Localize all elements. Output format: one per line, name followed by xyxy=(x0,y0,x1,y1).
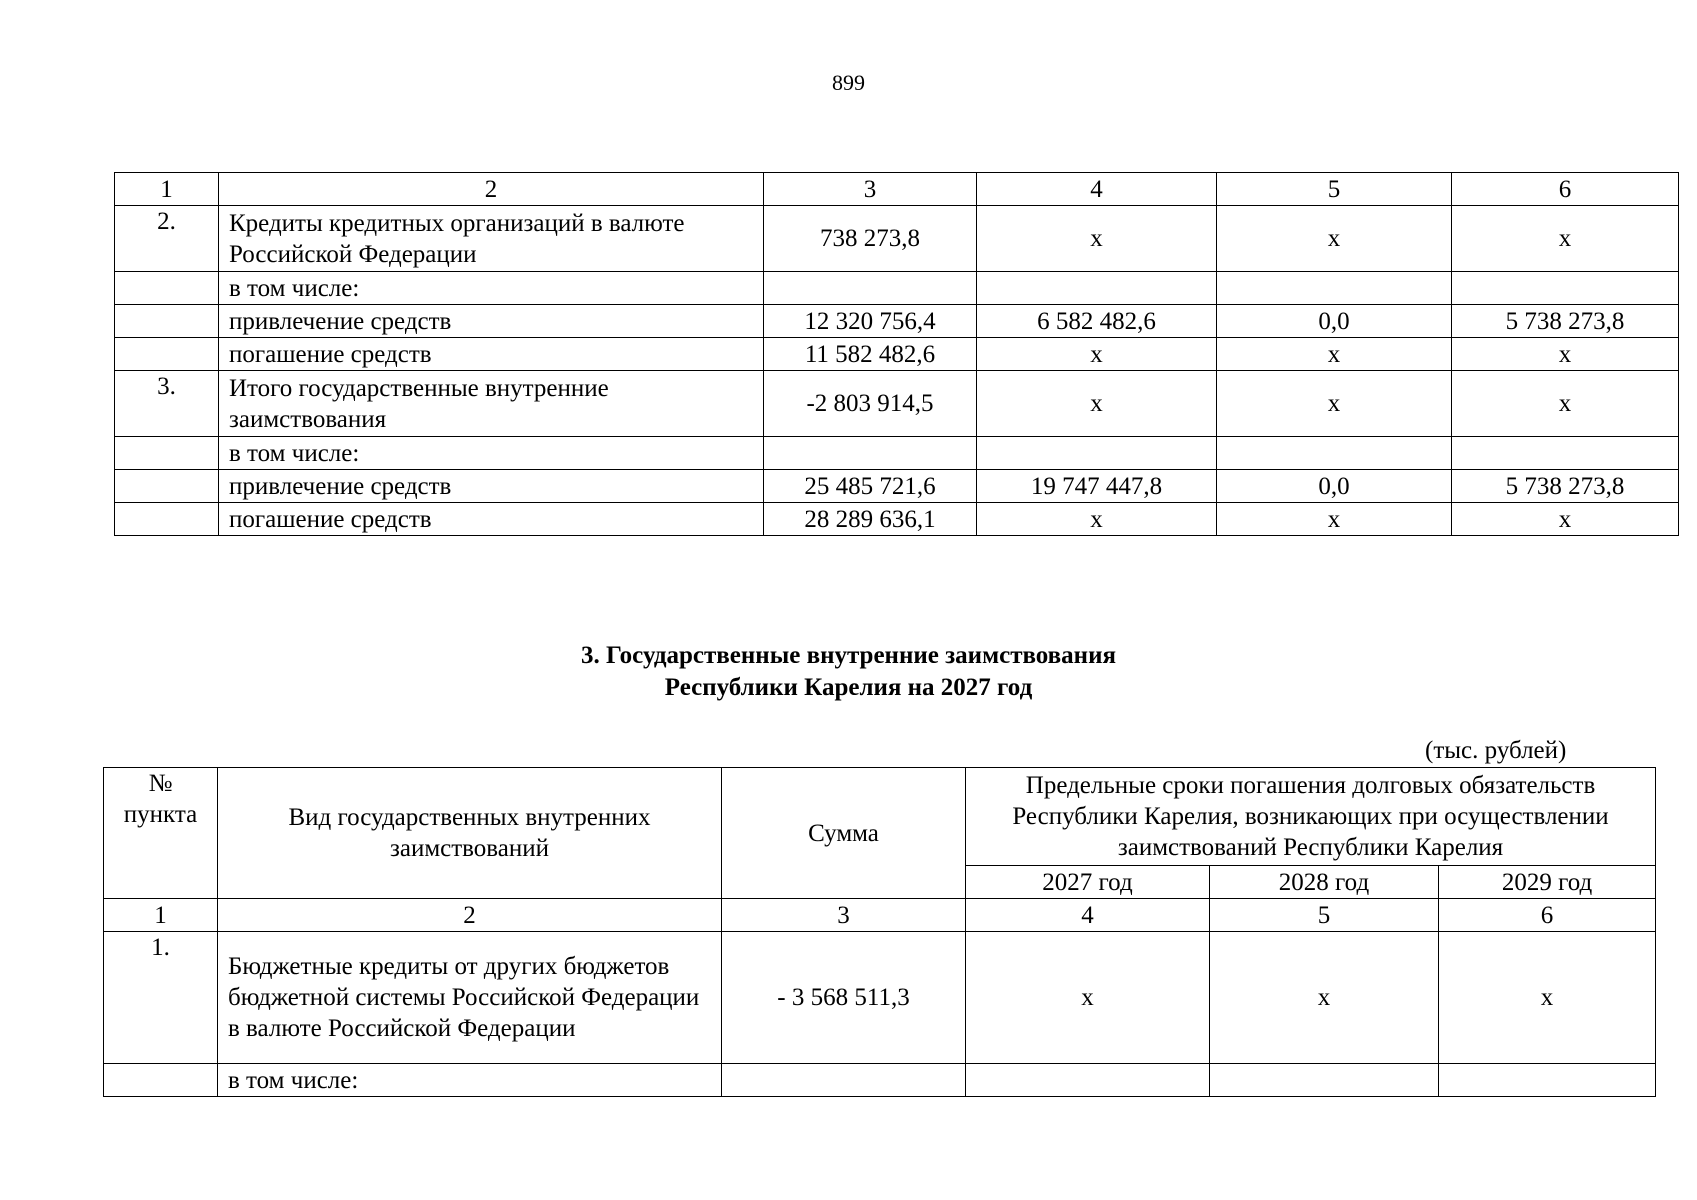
term-cell: х xyxy=(1217,371,1452,437)
column-number: 6 xyxy=(1452,173,1679,206)
continued-borrowing-table xyxy=(114,172,1679,536)
term-cell: 19 747 447,8 xyxy=(977,470,1217,503)
row-name: Кредиты кредитных организаций в валюте Российской Федерации xyxy=(219,206,764,272)
term-cell xyxy=(977,272,1217,305)
table-row xyxy=(104,1064,1656,1097)
term-cell xyxy=(1217,272,1452,305)
sum-cell: - 3 568 511,3 xyxy=(722,932,966,1064)
term-cell: х xyxy=(966,932,1210,1064)
term-cell: х xyxy=(1452,206,1679,272)
term-cell: х xyxy=(977,338,1217,371)
number-word: пункта xyxy=(123,801,198,828)
sum-cell: 12 320 756,4 xyxy=(764,305,977,338)
row-number: 2. xyxy=(115,206,219,272)
term-cell: х xyxy=(1217,206,1452,272)
row-number: 1. xyxy=(104,932,218,1064)
column-number-row xyxy=(104,899,1656,932)
section-title xyxy=(0,640,1697,704)
term-cell: х xyxy=(1217,503,1452,536)
term-cell: х xyxy=(1452,338,1679,371)
table-row xyxy=(115,338,1679,371)
term-cell: 0,0 xyxy=(1217,305,1452,338)
row-number xyxy=(115,437,219,470)
column-number: 6 xyxy=(1439,899,1656,932)
sum-cell: 25 485 721,6 xyxy=(764,470,977,503)
table-row xyxy=(115,206,1679,272)
term-cell: х xyxy=(1217,338,1452,371)
term-cell: х xyxy=(977,371,1217,437)
term-cell xyxy=(977,437,1217,470)
term-cell: 5 738 273,8 xyxy=(1452,305,1679,338)
row-name: привлечение средств xyxy=(219,470,764,503)
row-number xyxy=(115,338,219,371)
term-cell: х xyxy=(1452,503,1679,536)
section-title-line: 3. Государственные внутренние заимствования xyxy=(580,642,1117,669)
column-number: 3 xyxy=(764,173,977,206)
term-cell xyxy=(1452,272,1679,305)
sum-cell: -2 803 914,5 xyxy=(764,371,977,437)
term-cell xyxy=(1217,437,1452,470)
row-name: в том числе: xyxy=(219,272,764,305)
header-sum: Сумма xyxy=(722,768,966,899)
sum-cell xyxy=(764,437,977,470)
table-row xyxy=(115,503,1679,536)
row-number xyxy=(115,272,219,305)
term-cell: 6 582 482,6 xyxy=(977,305,1217,338)
row-name: в том числе: xyxy=(219,437,764,470)
term-cell xyxy=(1439,1064,1656,1097)
number-sign: № xyxy=(148,770,173,797)
column-number: 3 xyxy=(722,899,966,932)
row-name: погашение средств xyxy=(219,338,764,371)
term-cell xyxy=(966,1064,1210,1097)
term-cell xyxy=(1452,437,1679,470)
column-number: 1 xyxy=(115,173,219,206)
term-cell: х xyxy=(977,206,1217,272)
page-number: 899 xyxy=(832,70,865,95)
row-name: Бюджетные кредиты от других бюджетов бюджетной системы Российской Федерации в валюте Российской Федерации xyxy=(218,932,722,1064)
sum-cell: 11 582 482,6 xyxy=(764,338,977,371)
header-row xyxy=(104,768,1656,866)
header-year: 2029 год xyxy=(1439,866,1656,899)
header-repayment-terms: Предельные сроки погашения долговых обязательств Республики Карелия, возникающих при осуществлении заимствований Республики Карелия xyxy=(966,768,1656,866)
table-row xyxy=(115,272,1679,305)
row-number xyxy=(115,305,219,338)
header-number xyxy=(104,768,218,899)
table-row xyxy=(104,932,1656,1064)
term-cell: х xyxy=(1210,932,1439,1064)
row-number: 3. xyxy=(115,371,219,437)
header-year: 2028 год xyxy=(1210,866,1439,899)
row-name: погашение средств xyxy=(219,503,764,536)
header-borrowing-type: Вид государственных внутренних заимствований xyxy=(218,768,722,899)
term-cell: 0,0 xyxy=(1217,470,1452,503)
column-number-row xyxy=(115,173,1679,206)
sum-cell: 738 273,8 xyxy=(764,206,977,272)
table-row xyxy=(115,470,1679,503)
column-number: 2 xyxy=(219,173,764,206)
table-row xyxy=(115,305,1679,338)
units-label: (тыс. рублей) xyxy=(1425,737,1567,764)
column-number: 4 xyxy=(966,899,1210,932)
row-number xyxy=(115,503,219,536)
column-number: 4 xyxy=(977,173,1217,206)
column-number: 2 xyxy=(218,899,722,932)
term-cell: х xyxy=(1452,371,1679,437)
term-cell xyxy=(1210,1064,1439,1097)
sum-cell xyxy=(764,272,977,305)
borrowing-2027-table xyxy=(103,767,1656,1097)
row-number xyxy=(115,470,219,503)
section-title-line: Республики Карелия на 2027 год xyxy=(664,674,1033,701)
sum-cell: 28 289 636,1 xyxy=(764,503,977,536)
column-number: 1 xyxy=(104,899,218,932)
sum-cell xyxy=(722,1064,966,1097)
table-row xyxy=(115,371,1679,437)
column-number: 5 xyxy=(1217,173,1452,206)
row-name: привлечение средств xyxy=(219,305,764,338)
row-name: Итого государственные внутренние заимствования xyxy=(219,371,764,437)
header-year: 2027 год xyxy=(966,866,1210,899)
column-number: 5 xyxy=(1210,899,1439,932)
term-cell: х xyxy=(977,503,1217,536)
row-name: в том числе: xyxy=(218,1064,722,1097)
row-number xyxy=(104,1064,218,1097)
term-cell: х xyxy=(1439,932,1656,1064)
table-row xyxy=(115,437,1679,470)
term-cell: 5 738 273,8 xyxy=(1452,470,1679,503)
